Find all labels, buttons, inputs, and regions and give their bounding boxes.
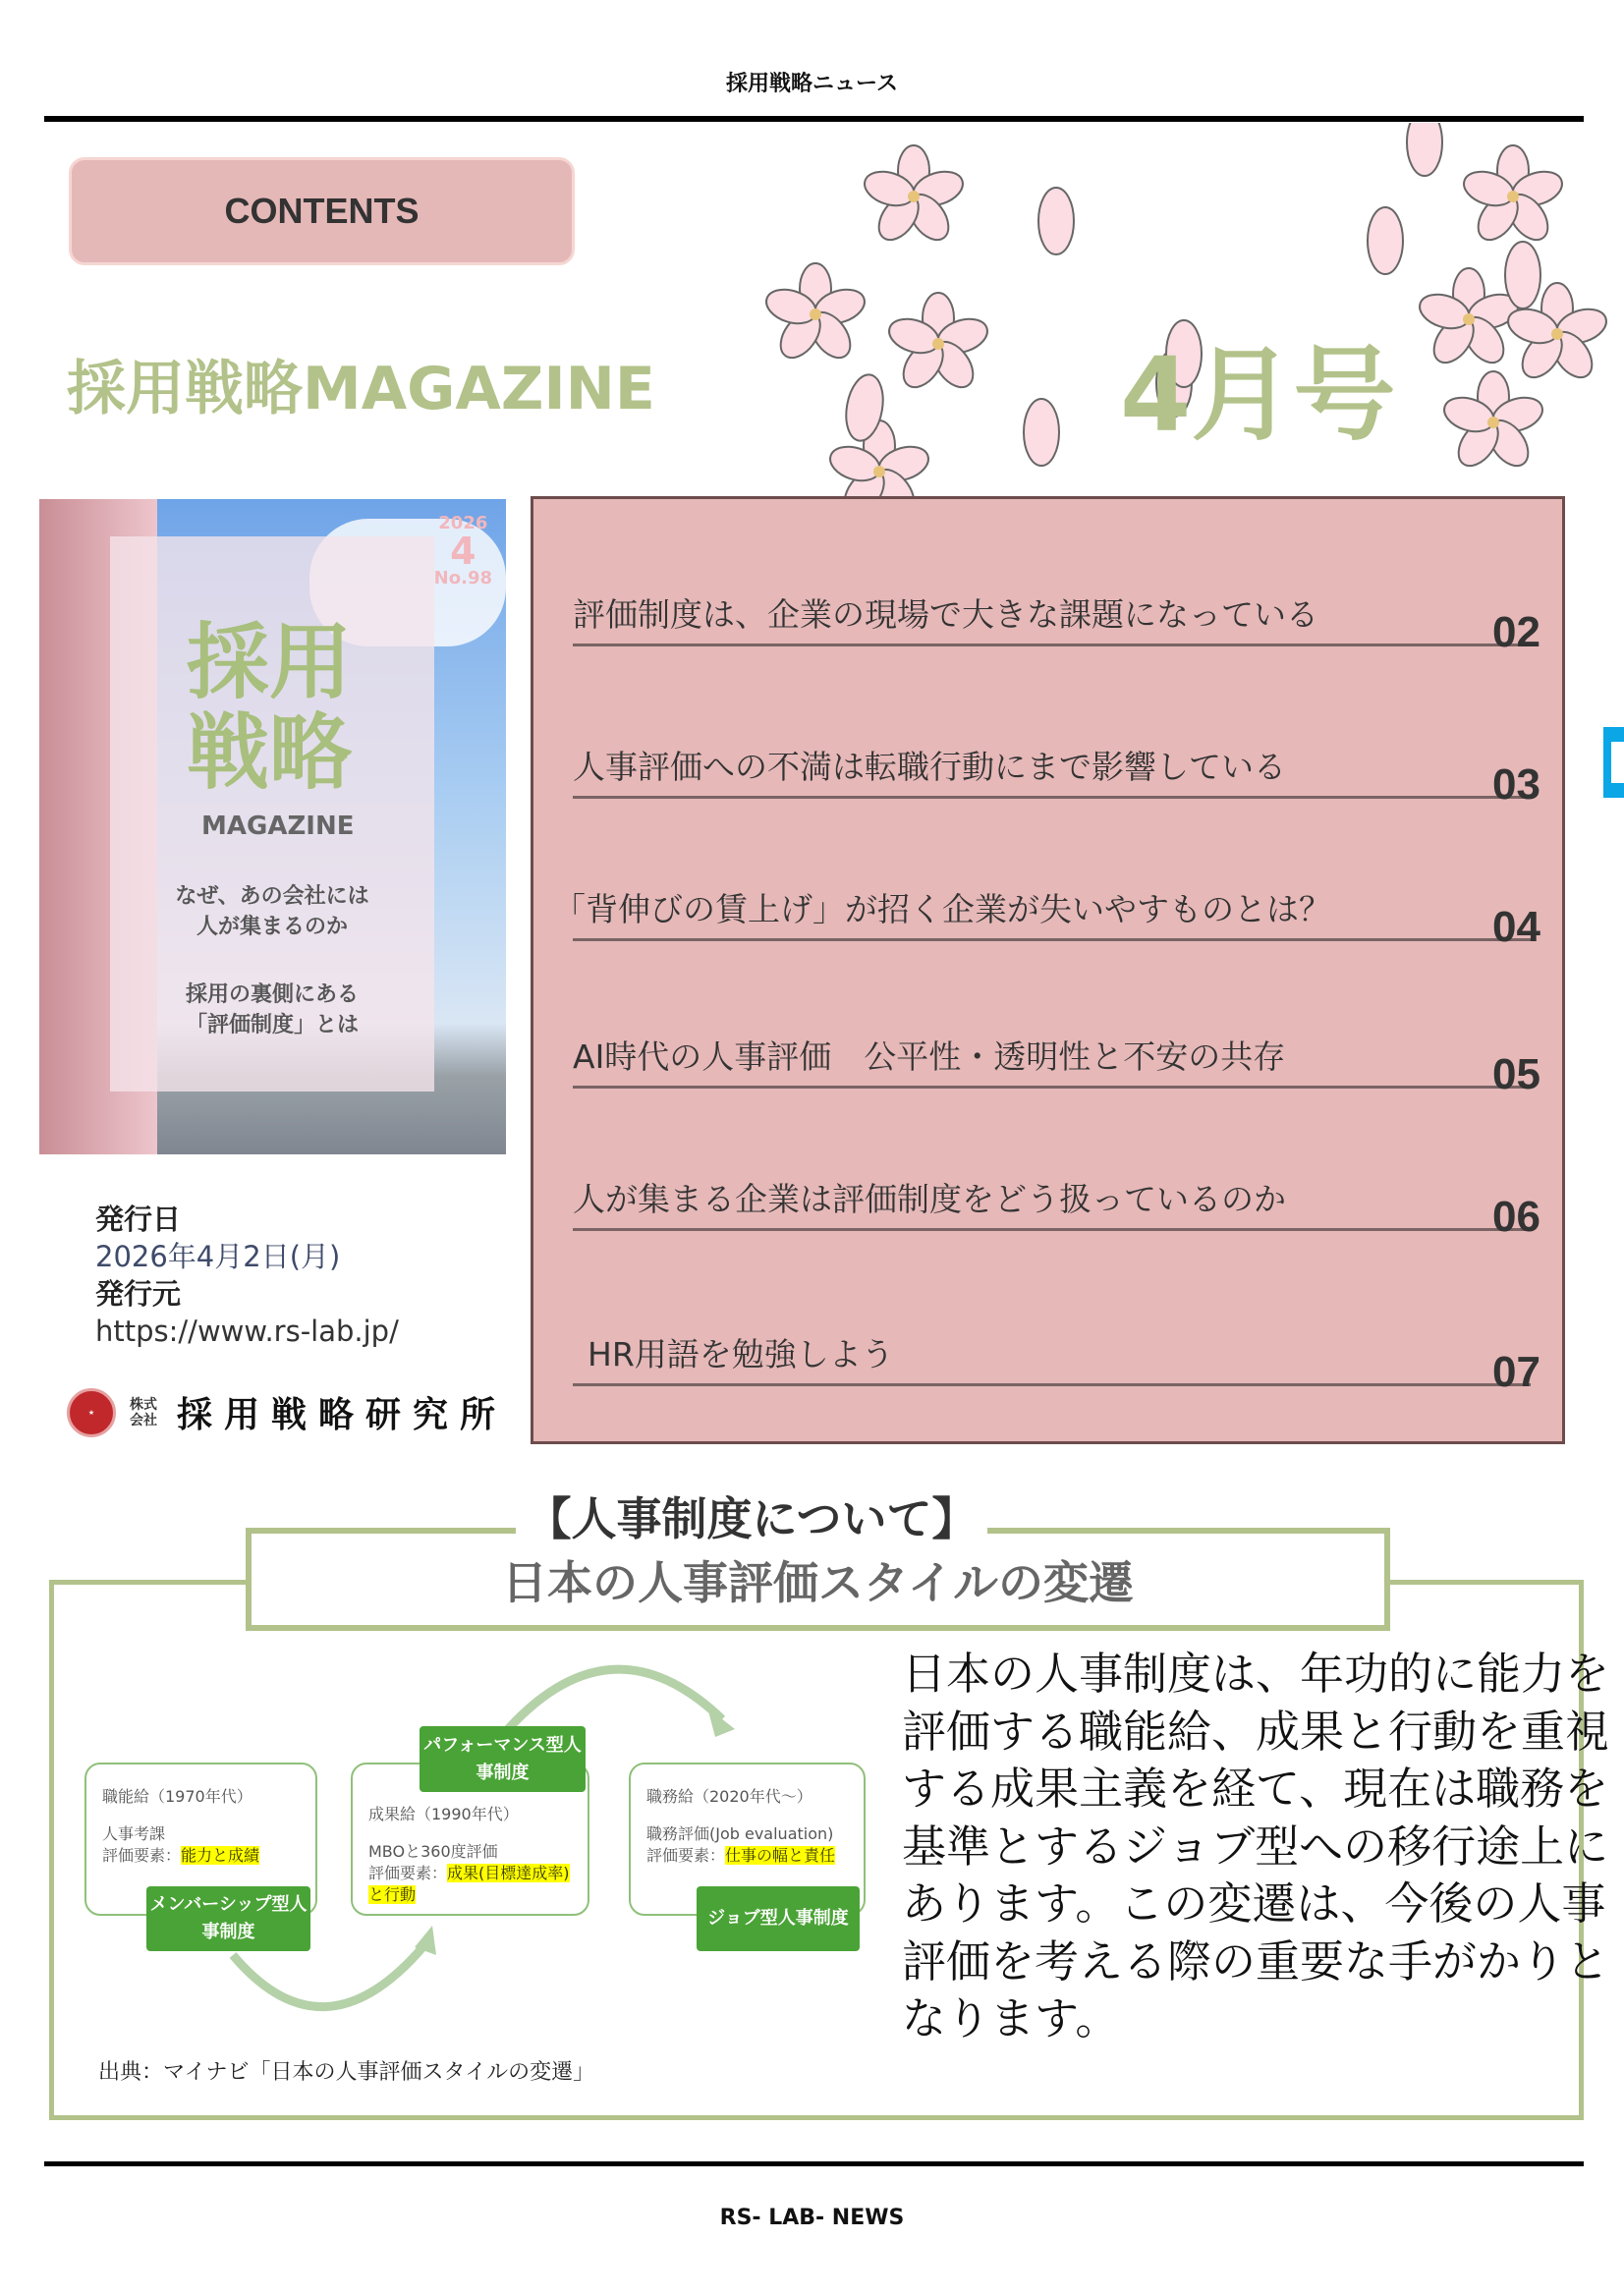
contents-label: CONTENTS bbox=[69, 157, 575, 265]
toc-page: 02 bbox=[1492, 608, 1540, 656]
tagline-line: 人が集まるのか bbox=[196, 914, 348, 939]
toc-item[interactable] bbox=[573, 1327, 1540, 1396]
cover-month: 4 bbox=[450, 530, 476, 573]
toc-page: 07 bbox=[1492, 1348, 1540, 1396]
toc-title: 人事評価への不満は転職行動にまで影響している bbox=[573, 748, 1286, 786]
company-type: 株式会社 bbox=[130, 1396, 157, 1428]
arrow-head-icon bbox=[707, 1708, 735, 1737]
toc-page: 03 bbox=[1492, 760, 1540, 809]
source-citation: 出典：マイナビ「日本の人事評価スタイルの変遷」 bbox=[98, 2060, 595, 2085]
tagline-line: なぜ、あの会社には bbox=[175, 884, 369, 909]
publisher-url[interactable]: https://www.rs-lab.jp/ bbox=[95, 1315, 399, 1348]
issue-label: 4月号 bbox=[1120, 335, 1396, 455]
company-logo bbox=[67, 1387, 507, 1437]
bottom-divider bbox=[44, 2161, 1584, 2166]
blossom-icon bbox=[1460, 145, 1567, 247]
toc-item[interactable] bbox=[573, 1172, 1540, 1241]
petal-icon bbox=[1368, 207, 1403, 274]
blossom-icon bbox=[1440, 371, 1547, 473]
toc-page: 05 bbox=[1492, 1050, 1540, 1098]
top-divider bbox=[44, 116, 1584, 122]
blossom-icon bbox=[762, 263, 869, 364]
company-name: 採用戦略研究所 bbox=[177, 1394, 508, 1435]
toc-title: 人が集まる企業は評価制度をどう扱っているのか bbox=[573, 1180, 1286, 1218]
elem-label: 評価要素： bbox=[102, 1846, 182, 1865]
section-heading-text: 【人事制度について】 bbox=[516, 1492, 986, 1545]
side-tab[interactable] bbox=[1603, 727, 1624, 798]
magazine-cover-image bbox=[39, 499, 506, 1154]
newsletter-header: 採用戦略ニュース bbox=[726, 72, 898, 96]
transition-arrows bbox=[0, 1631, 884, 2044]
toc-title: 「背伸びの賃上げ」が招く企業が失いやすものとは？ bbox=[553, 890, 1331, 928]
toc-item[interactable] bbox=[573, 1030, 1540, 1098]
cover-year: 2026 bbox=[438, 513, 488, 533]
toc-title: HR用語を勉強しよう bbox=[588, 1335, 894, 1373]
toc-item[interactable] bbox=[553, 882, 1540, 951]
petal-icon bbox=[1505, 242, 1540, 308]
stage-title: 職務給（2020年代〜） bbox=[646, 1787, 812, 1806]
cover-title-line1: 採用 bbox=[187, 614, 353, 710]
elem-label: 評価要素： bbox=[646, 1846, 726, 1865]
arrow-curve-bottom bbox=[233, 1945, 424, 2007]
cover-number: No.98 bbox=[433, 568, 492, 588]
badge-membership: メンバーシップ型人事制度 bbox=[146, 1886, 310, 1951]
blossom-icon bbox=[861, 145, 968, 247]
issue-date-label: 発行日 bbox=[95, 1203, 182, 1236]
toc-item[interactable] bbox=[573, 740, 1540, 809]
cover-tagline-1 bbox=[110, 882, 434, 943]
section-title: 日本の人事評価スタイルの変遷 bbox=[246, 1528, 1390, 1631]
publication-info bbox=[95, 1201, 399, 1350]
stage-title: 成果給（1990年代） bbox=[368, 1805, 519, 1823]
cover-issue-info bbox=[434, 515, 492, 588]
issue-date: 2026年4月2日(月) bbox=[95, 1240, 341, 1273]
elem-value: 成果(目標達成率)と行動 bbox=[368, 1864, 570, 1904]
petal-icon bbox=[1407, 123, 1442, 176]
elem-value: 能力と成績 bbox=[181, 1846, 260, 1865]
stage-method: MBOと360度評価 bbox=[368, 1842, 498, 1861]
petal-icon bbox=[1024, 399, 1059, 466]
blossom-icon bbox=[826, 420, 933, 501]
toc-title: AI時代の人事評価 公平性・透明性と不安の共存 bbox=[573, 1037, 1286, 1076]
toc-title: 評価制度は、企業の現場で大きな課題になっている bbox=[573, 595, 1318, 634]
cover-subtitle: MAGAZINE bbox=[201, 812, 355, 841]
table-of-contents bbox=[531, 496, 1565, 1444]
cover-tagline-2 bbox=[110, 980, 434, 1041]
publisher-label: 発行元 bbox=[95, 1277, 182, 1311]
petal-icon bbox=[1038, 188, 1074, 254]
stage-method: 職務評価(Job evaluation) bbox=[646, 1824, 834, 1843]
company-seal-icon: ★ bbox=[67, 1388, 116, 1437]
cover-title bbox=[187, 614, 353, 802]
footer-title: RS- LAB- NEWS bbox=[719, 2206, 905, 2230]
elem-label: 評価要素： bbox=[368, 1864, 448, 1882]
elem-value: 仕事の幅と責任 bbox=[725, 1846, 836, 1865]
cover-title-line2: 戦略 bbox=[187, 704, 353, 802]
badge-performance: パフォーマンス型人事制度 bbox=[420, 1726, 586, 1792]
section-paragraph: 日本の人事制度は、年功的に能力を評価する職能給、成果と行動を重視する成果主義を経て、現在は職務を基準とするジョブ型への移行途上にあります。この変遷は、今後の人事評価を考える際の重要な手がかりとなります。 bbox=[902, 1648, 1610, 2044]
toc-page: 04 bbox=[1492, 903, 1540, 951]
section-heading bbox=[0, 1484, 1503, 1548]
stage-title: 職能給（1970年代） bbox=[102, 1787, 252, 1806]
tagline-line: 採用の裏側にある bbox=[185, 982, 359, 1007]
magazine-title: 採用戦略MAGAZINE bbox=[67, 355, 655, 423]
toc-item[interactable] bbox=[573, 588, 1540, 656]
tagline-line: 「評価制度」とは bbox=[185, 1012, 359, 1037]
badge-job: ジョブ型人事制度 bbox=[697, 1886, 860, 1951]
stage-method: 人事考課 bbox=[102, 1824, 166, 1843]
blossom-icon bbox=[885, 293, 992, 394]
toc-page: 06 bbox=[1492, 1193, 1540, 1241]
